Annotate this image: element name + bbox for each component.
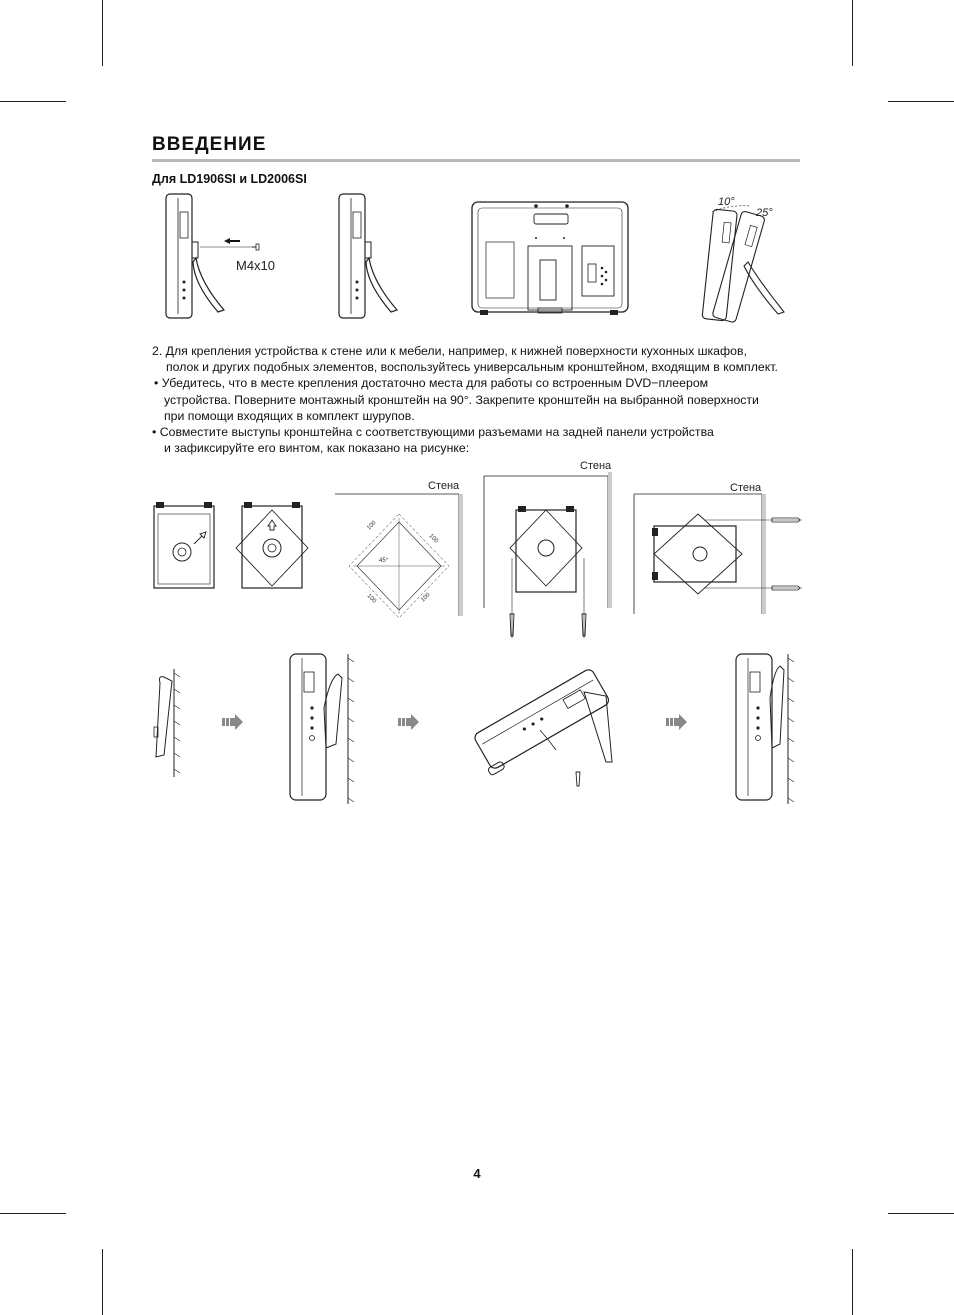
figure-rear-view — [470, 198, 632, 318]
figure-hang-device — [284, 648, 364, 808]
page-number: 4 — [473, 1166, 481, 1181]
figure-tilted-device-screw — [460, 650, 630, 790]
tilt-forward-angle: 10° — [718, 196, 735, 208]
figure-wall-drill-pattern — [333, 478, 465, 618]
arrow-icon — [222, 712, 244, 732]
screw-label: M4x10 — [236, 258, 276, 273]
section-subtitle: Для LD1906SI и LD2006SI — [152, 172, 307, 186]
crop-mark — [852, 0, 853, 66]
angle-label: 45° — [379, 558, 389, 564]
instruction-line: и зафиксируйте его винтом, как показано на рисунке: — [164, 441, 470, 456]
arrow-icon — [666, 712, 688, 732]
wall-label: Стена — [428, 480, 460, 492]
figure-tilt-angle — [690, 192, 800, 324]
figure-side-view — [333, 192, 413, 322]
wall-label: Стена — [580, 460, 612, 472]
crop-mark — [888, 101, 954, 102]
instructions-text — [152, 343, 812, 456]
arrow-icon — [398, 712, 420, 732]
dimension-label: 100 — [427, 533, 439, 545]
figure-side-view-screw — [160, 192, 290, 322]
dimension-label: 100 — [366, 520, 378, 532]
crop-mark — [102, 0, 103, 66]
crop-mark — [102, 1249, 103, 1315]
instruction-line: 2. Для крепления устройства к стене или к мебели, например, к нижней поверхности кухонных шкафов, — [152, 344, 747, 358]
title-divider — [152, 159, 800, 162]
crop-mark — [0, 1213, 66, 1214]
figure-bracket-rotate-1 — [150, 500, 220, 592]
crop-mark — [0, 101, 66, 102]
instruction-line: полок и других подобных элементов, воспользуйтесь универсальным кронштейном, входящим в комплект. — [166, 360, 778, 375]
figure-bracket-on-wall — [150, 665, 185, 780]
crop-mark — [852, 1249, 853, 1315]
figure-ceiling-mount — [480, 458, 615, 640]
dimension-label: 100 — [365, 593, 377, 605]
dimension-label: 100 — [420, 592, 432, 604]
instruction-line: устройства. Поверните монтажный кронштейн на 90°. Закрепите кронштейн на выбранной поверхности — [164, 392, 759, 407]
figure-wall-mount-side — [632, 480, 807, 618]
tilt-back-angle: 25° — [756, 207, 773, 219]
instruction-line: при помощи входящих в комплект шурупов. — [164, 408, 415, 423]
instruction-bullet: • Совместите выступы кронштейна с соответствующими разъемами на задней панели устройства — [152, 425, 714, 440]
instruction-bullet: • Убедитесь, что в месте крепления достаточно места для работы со встроенным DVD−плеером — [154, 376, 709, 391]
crop-mark — [888, 1213, 954, 1214]
wall-label: Стена — [730, 482, 762, 494]
figure-device-mounted — [730, 648, 800, 808]
figure-bracket-rotate-2 — [232, 500, 312, 595]
page-title: ВВЕДЕНИЕ — [152, 134, 267, 155]
